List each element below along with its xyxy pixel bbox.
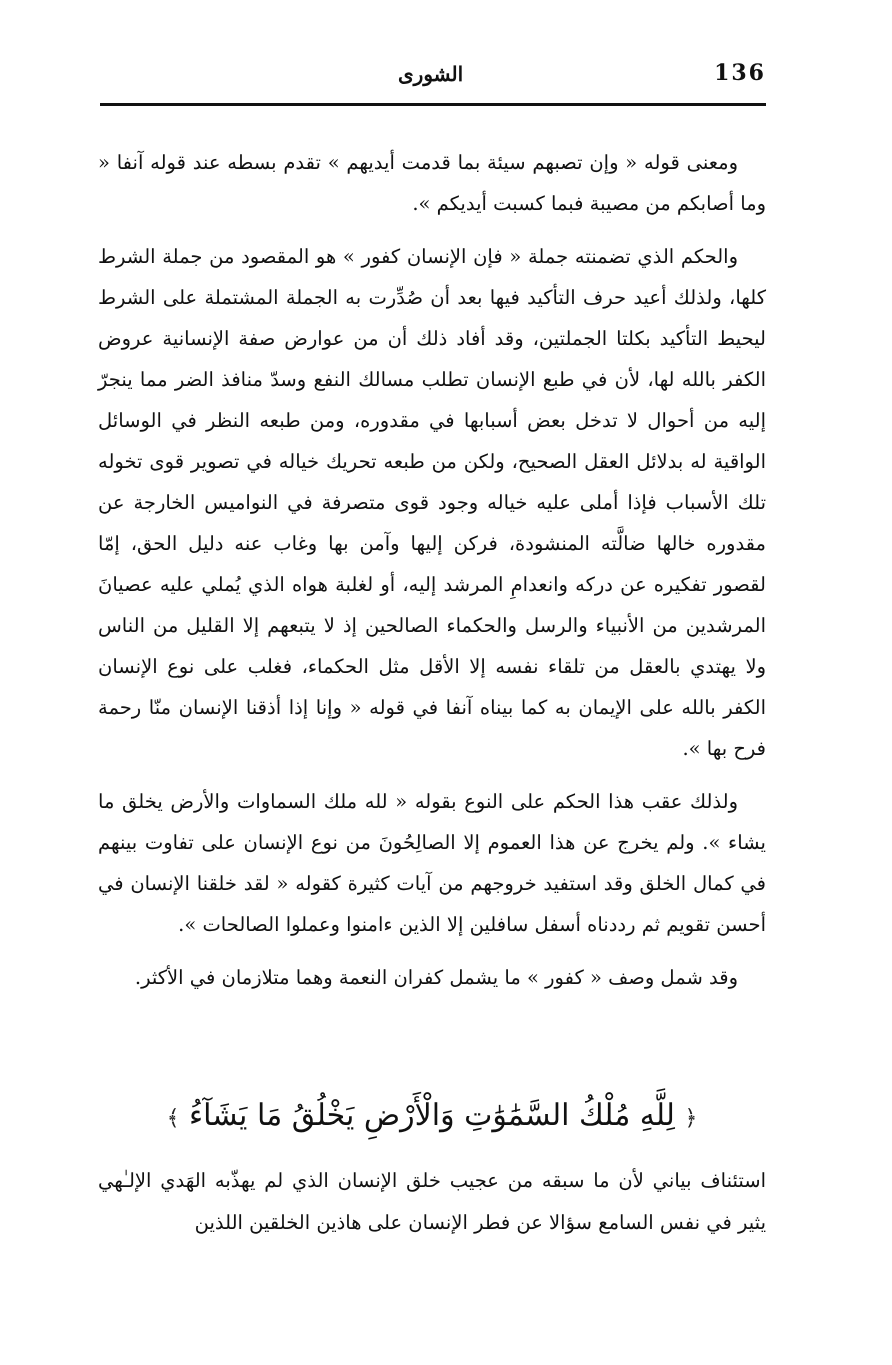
quran-verse <box>98 1080 766 1152</box>
paragraph-4: وقد شمل وصف « كفور » ما يشمل كفران النعمة وهما متلازمان في الأكثر. <box>134 966 738 989</box>
closing-paragraph: استئناف بياني لأن ما سبقه من عجيب خلق الإنسان الذي لم يهذّبه الهَدي الإلـٰهي يثير في نفس السامع سؤالا عن فطر الإنسان على هاذين الخلقين اللذين <box>98 1169 766 1234</box>
running-title: الشورى <box>398 62 464 86</box>
verse-text: لِلَّهِ مُلْكُ السَّمَٰوَٰتِ وَالْأَرْضِ يَخْلُقُ مَا يَشَآءُ <box>189 1098 675 1133</box>
page-header <box>100 58 766 98</box>
paragraph-3: ولذلك عقب هذا الحكم على النوع بقوله « لله ملك السماوات والأرض يخلق ما يشاء ». ولم يخرج عن هذا العموم إلا الصالِحُونَ من نوع الإنسان على تفاوت بينهم في كمال الخلق وقد استفيد خروجهم من آيات كثيرة كقوله « لقد خلقنا الإنسان في أحسن تقويم ثم رددناه أسفل سافلين إلا الذين ءامنوا وعملوا الصالحات ». <box>98 790 766 936</box>
commentary-body <box>98 142 766 1010</box>
paragraph-1: ومعنى قوله « وإن تصبهم سيئة بما قدمت أيديهم » تقدم بسطه عند قوله آنفا « وما أصابكم من مصيبة فبما كسبت أيديكم ». <box>98 151 766 215</box>
page-number: 136 <box>714 60 766 86</box>
header-rule <box>100 103 766 106</box>
paragraph-2: والحكم الذي تضمنته جملة « فإن الإنسان كفور » هو المقصود من جملة الشرط كلها، ولذلك أعيد حرف التأكيد فيها بعد أن صُدِّرت به الجملة المشتملة على الشرط ليحيط التأكيد بكلتا الجملتين، وقد أفاد ذلك أن من عوارض صفة الإنسانية عروض الكفر بالله لها، لأن في طبع الإنسان تطلب مسالك النفع وسدّ منافذ الضر مما ينجرّ إليه من أحوال لا تدخل بعض أسبابها في مقدوره، ومن طبعه النظر في الوسائل الواقية له بدلائل العقل الصحيح، ولكن من طبعه تحريك خياله في تصوير قوى تخوله تلك الأسباب فإذا أملى عليه خياله وجود قوى متصرفة في النواميس الخارجة عن مقدوره خالها ضالَّته المنشودة، فركن إليها وآمن بها وغاب عنه دليل الحق، إمّا لقصور تفكيره عن دركه وانعدامِ المرشد إليه، أو لغلبة هواه الذي يُملي عليه عصيانَ المرشدين من الأنبياء والرسل والحكماء الصالحين إذ لا يتبعهم إلا القليل من الناس ولا يهتدي بالعقل من تلقاء نفسه إلا الأقل مثل الحكماء، فغلب على نوع الإنسان الكفر بالله على الإيمان به كما بيناه آنفا في قوله « وإنا إذا أذقنا الإنسان منّا رحمة فرح بها ». <box>98 245 766 760</box>
verse-close-brace: ﴾ <box>166 1106 180 1131</box>
verse-open-brace: ﴿ <box>684 1106 698 1131</box>
